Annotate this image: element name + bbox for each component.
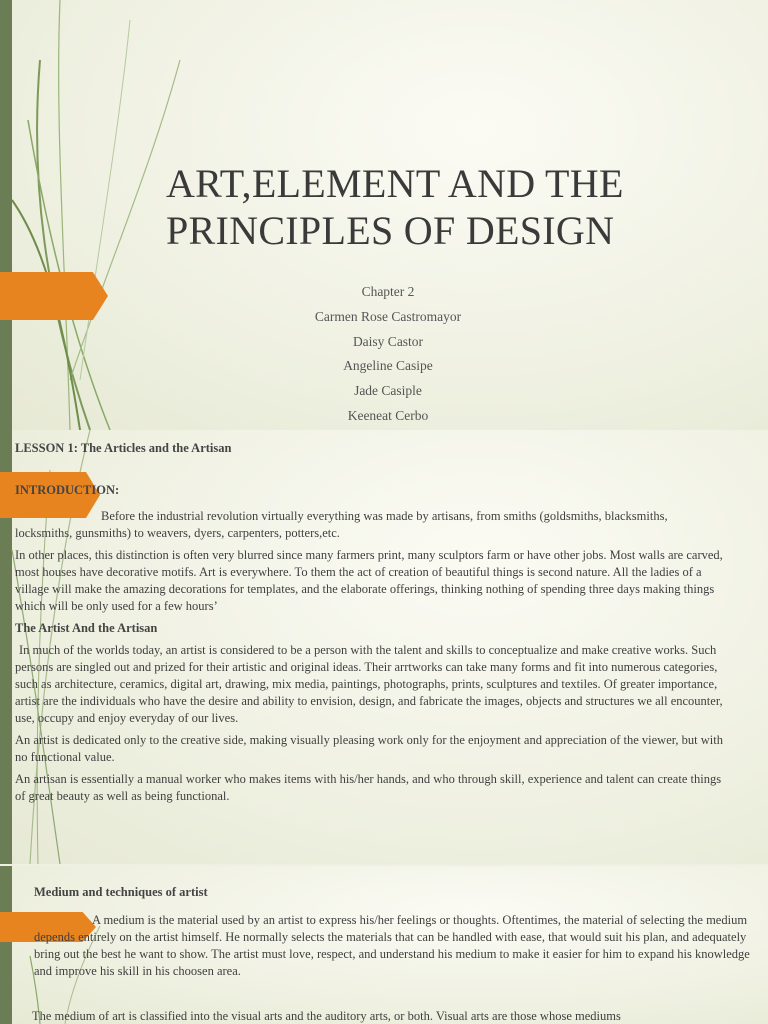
paragraph: An artist is dedicated only to the creative side, making visually pleasing work only for the enjoyment and appreciation of the viewer, but with no functional value.: [15, 733, 723, 764]
left-accent-bar: [0, 0, 12, 430]
lesson-slide: [0, 430, 768, 864]
paragraph-cutoff: The medium of art is classified into the visual arts and the auditory arts, or both. Visual arts are those whose mediums: [32, 1009, 621, 1023]
title-slide: [0, 0, 768, 430]
subtitle-chapter: Chapter 2: [361, 284, 415, 299]
medium-slide: [0, 866, 768, 1024]
subtitle-block: [238, 280, 538, 429]
paragraph: In other places, this distinction is often very blurred since many farmers print, many sculptors farm or have other jobs. Most walls are carved, most houses have decorative motifs. Art is everywhere. To them the act of creation of beautiful things is second nature. All the ladies of a village will make the amazing decorations for templates, and the elaborate offerings, thinking nothing of spending three days making things which will be only used for a few hours’: [15, 548, 723, 613]
subtitle-author: Jade Casiple: [354, 383, 422, 399]
paragraph: An artisan is essentially a manual worker who makes items with his/her hands, and who through skill, experience and talent can create things of great beauty as well as being functional.: [15, 772, 722, 803]
section-heading: The Artist And the Artisan: [15, 621, 158, 635]
lesson-heading: LESSON 1: The Articles and the Artisan: [15, 441, 232, 455]
lesson-content: [15, 440, 727, 810]
left-accent-bar: [0, 866, 12, 1024]
subtitle-author: Carmen Rose Castromayor: [314, 308, 462, 324]
medium-heading: Medium and techniques of artist: [34, 885, 208, 899]
paragraph: A medium is the material used by an artist to express his/her feelings or thoughts. Oftentimes, the material of selecting the medium depends entirely on the artist himself. He normally selects the materials that can be handled with ease, that would suit his plan, and adequately bring out the best he want to show. The artist must love, respect, and understand his medium to make it easier for him to expand his knowledge and improve his skill in his choosen area.: [34, 913, 750, 978]
subtitle-author: Keeneat Cerbo: [347, 407, 429, 423]
introduction-heading: INTRODUCTION:: [15, 483, 120, 497]
subtitle-author: Angeline Casipe: [343, 358, 433, 374]
paragraph: In much of the worlds today, an artist is considered to be a person with the talent and skills to conceptualize and make creative works. Such persons are singled out and prized for their artistic and original ideas. Their arrtworks can take many forms and fit into numerous categories, such as architecture, ceramics, digital art, drawing, mix media, paintings, photographs, prints, sculptures and textiles. Of greater importance, artist are the individuals who have the desire and ability to envision, design, and fabricate the images, objects and structures we all encounter, use, occupy and enjoy everyday of our lives.: [15, 643, 723, 725]
medium-content: [34, 884, 750, 1024]
orange-tab-marker: [0, 272, 108, 320]
slide-title: ART,ELEMENT AND THE PRINCIPLES OF DESIGN: [166, 161, 624, 253]
paragraph: Before the industrial revolution virtually everything was made by artisans, from smiths (goldsmiths, blacksmiths, locksmiths, gunsmiths) to weavers, dyers, carpenters, potters,etc.: [15, 509, 668, 540]
subtitle-author: Daisy Castor: [352, 333, 424, 349]
